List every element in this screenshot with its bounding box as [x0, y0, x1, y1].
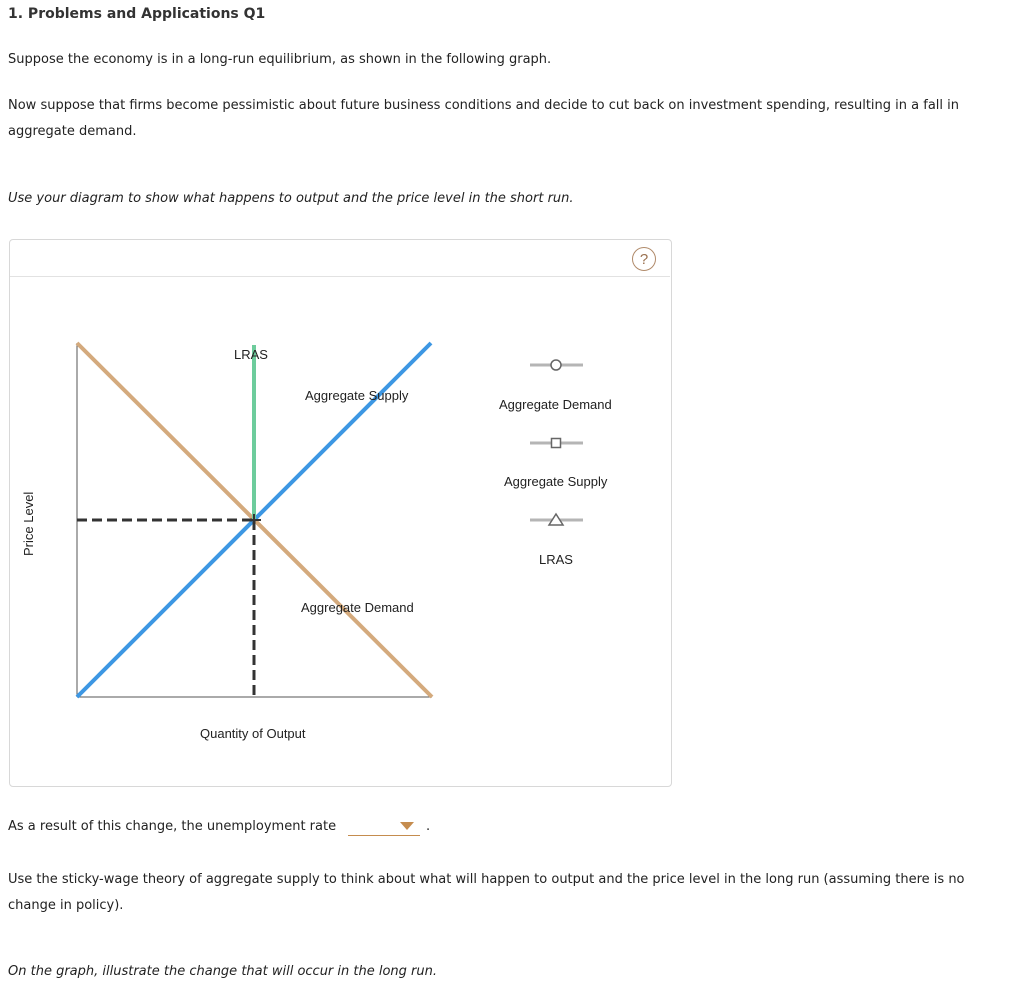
y-axis-label: Price Level: [21, 491, 36, 556]
lras-tool-label: LRAS: [539, 552, 573, 567]
aggregate-supply-tool-label: Aggregate Supply: [504, 474, 608, 489]
aggregate-supply-tool[interactable]: [530, 439, 583, 448]
short-run-instruction: Use your diagram to show what happens to output and the price level in the short run.: [8, 191, 574, 206]
sticky-wage-text-line2: change in policy).: [8, 898, 124, 913]
lras-tool[interactable]: [530, 514, 583, 525]
dropdown-arrow-icon: [400, 822, 414, 830]
aggregate-supply-label: Aggregate Supply: [305, 388, 409, 403]
circle-marker-icon: [551, 360, 561, 370]
help-button[interactable]: ?: [632, 247, 656, 271]
x-axis-label: Quantity of Output: [200, 726, 306, 741]
question-title: 1. Problems and Applications Q1: [8, 6, 266, 22]
aggregate-demand-tool-label: Aggregate Demand: [499, 397, 612, 412]
sticky-wage-text-line1: Use the sticky-wage theory of aggregate supply to think about what will happen to output and the price level in the long run (assuming there is no: [8, 872, 965, 887]
scenario-text-line2: aggregate demand.: [8, 124, 137, 139]
unemployment-rate-dropdown[interactable]: [348, 817, 420, 836]
aggregate-demand-label: Aggregate Demand: [301, 600, 414, 615]
scenario-text-line1: Now suppose that firms become pessimistic about future business conditions and decide to cut back on investment spending, resulting in a fall in: [8, 98, 959, 113]
unemployment-question: As a result of this change, the unemployment rate: [8, 819, 337, 834]
aggregate-demand-tool[interactable]: [530, 360, 583, 370]
lras-label: LRAS: [234, 347, 268, 362]
intro-text: Suppose the economy is in a long-run equilibrium, as shown in the following graph.: [8, 52, 552, 67]
unemployment-question-suffix: .: [426, 819, 431, 834]
square-marker-icon: [552, 439, 561, 448]
long-run-instruction: On the graph, illustrate the change that will occur in the long run.: [8, 964, 438, 979]
